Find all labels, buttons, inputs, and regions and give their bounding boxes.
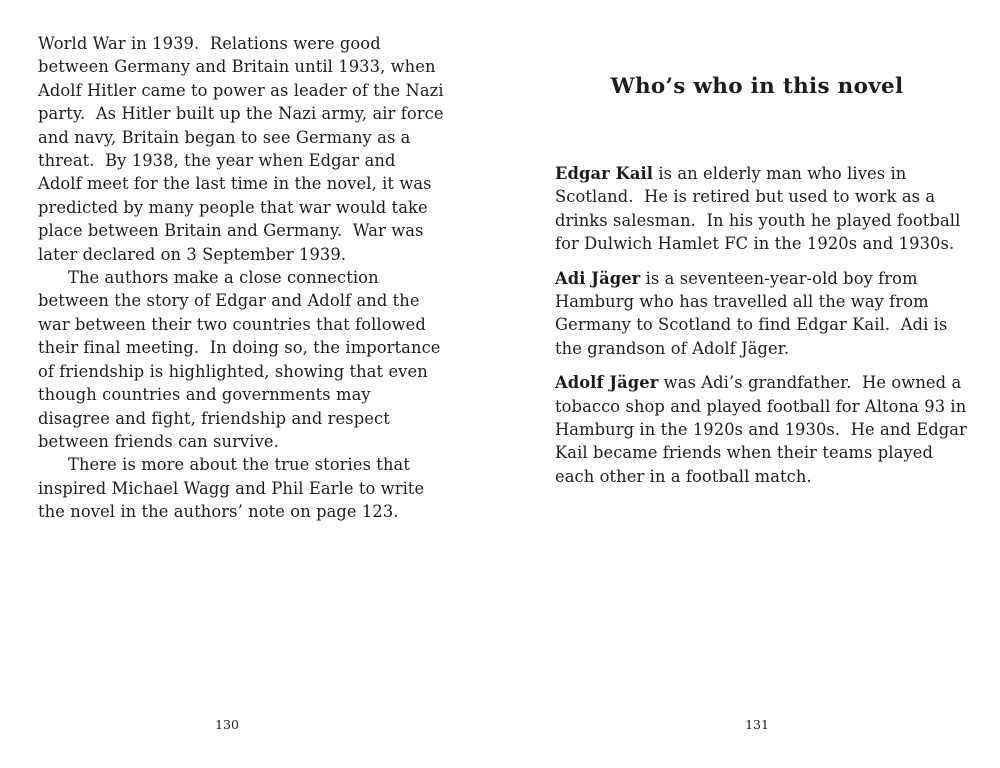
- character-name: Adolf Jäger: [555, 373, 659, 393]
- character-description: is a seventeen-year-old boy from Hamburg who has travelled all the way from Germany to Scotland to find Edgar Kail. Adi is the grandson of Adolf Jäger.: [555, 268, 953, 358]
- character-entry: [555, 267, 969, 361]
- chapter-title: Who’s who in this novel: [610, 74, 904, 99]
- character-description: was Adi’s grandfather. He owned a tobacco shop and played football for Altona 93 in Hamburg in the 1920s and 1930s. He and Edgar Kail became friends when their teams played each other in a football match.: [555, 373, 973, 486]
- page-number-right: 131: [745, 717, 769, 732]
- character-name: Adi Jäger: [555, 268, 641, 288]
- character-entry: [555, 162, 969, 256]
- character-entry: [555, 371, 973, 488]
- left-page-body: [38, 32, 449, 524]
- left-page-paragraph: There is more about the true stories that inspired Michael Wagg and Phil Earle to write the novel in the authors’ note on page 123.: [38, 455, 430, 522]
- left-page-paragraph: World War in 1939. Relations were good between Germany and Britain until 1933, when Adolf Hitler came to power as leader of the Nazi party. As Hitler built up the Nazi army, air force and navy, Britain began to see Germany as a threat. By 1938, the year when Edgar and Adolf meet for the last time in the novel, it was predicted by many people that war would take place between Britain and Germany. War was later declared on 3 September 1939.: [38, 34, 449, 264]
- left-page-paragraph: The authors make a close connection between the story of Edgar and Adolf and the war between their two countries that followed their final meeting. In doing so, the importance of friendship is highlighted, showing that even though countries and governments may disagree and fight, friendship and respect between friends can survive.: [38, 268, 446, 451]
- character-name: Edgar Kail: [555, 164, 654, 183]
- page-number-left: 130: [215, 717, 239, 732]
- character-description: is an elderly man who lives in Scotland. He is retired but used to work as a drinks salesman. In his youth he played football for Dulwich Hamlet FC in the 1920s and 1930s.: [555, 164, 966, 254]
- character-list: [555, 162, 973, 499]
